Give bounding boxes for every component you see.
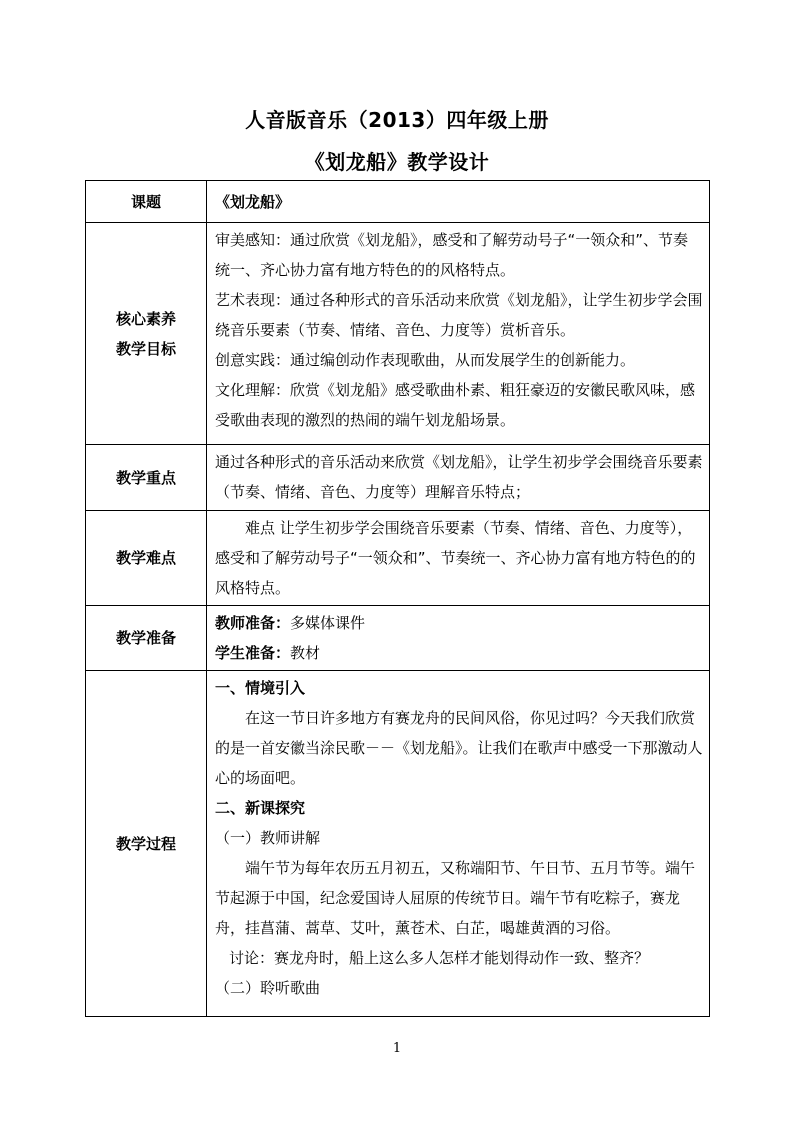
difficulties-text: 难点 让学生初步学会围绕音乐要素（节奏、情绪、音色、力度等），感受和了解劳动号子“一领众和”、节奏统一、齐心协力富有地方特色的的风格特点。 bbox=[207, 511, 710, 606]
key-points-text: 通过各种形式的音乐活动来欣赏《划龙船》，让学生初步学会围绕音乐要素（节奏、情绪、音色、力度等）理解音乐特点； bbox=[207, 445, 710, 511]
table-row-topic bbox=[86, 181, 710, 223]
section1-text: 在这一节日许多地方有赛龙舟的民间风俗，你见过吗？今天我们欣赏的是一首安徽当涂民歌－－《划龙船》。让我们在歌声中感受一下那激动人心的场面吧。 bbox=[215, 709, 703, 787]
teacher-prep bbox=[215, 608, 703, 638]
topic-label: 课题 bbox=[86, 181, 207, 223]
student-prep-label: 学生准备： bbox=[215, 644, 291, 662]
teacher-prep-label: 教师准备： bbox=[215, 614, 291, 632]
lesson-plan-table bbox=[85, 180, 710, 1017]
sub1-heading: （一）教师讲解 bbox=[215, 829, 321, 847]
table-row-difficulties bbox=[86, 511, 710, 606]
page-number: 1 bbox=[392, 1041, 402, 1056]
discussion-text: 讨论：赛龙舟时，船上这么多人怎样才能划得动作一致、整齐？ bbox=[229, 949, 650, 967]
teacher-prep-value: 多媒体课件 bbox=[290, 614, 366, 632]
table-row-key-points bbox=[86, 445, 710, 511]
section2-heading: 二、新课探究 bbox=[215, 799, 306, 817]
goals-label-line1: 核心素养 bbox=[115, 309, 176, 328]
preparation-label: 教学准备 bbox=[86, 606, 207, 671]
process-content bbox=[207, 671, 710, 1017]
sub2-heading: （二）聆听歌曲 bbox=[215, 979, 321, 997]
sub1-text: 端午节为每年农历五月初五，又称端阳节、午日节、五月节等。端午节起源于中国，纪念爱国诗人屈原的传统节日。端午节有吃粽子，赛龙舟，挂菖蒲、蒿草、艾叶，薰苍术、白芷，喝雄黄酒的习俗。 bbox=[215, 859, 696, 937]
table-row-preparation bbox=[86, 606, 710, 671]
topic-value: 《划龙船》 bbox=[207, 181, 710, 223]
document-subtitle: 《划龙船》教学设计 bbox=[304, 150, 490, 174]
table-row-process bbox=[86, 671, 710, 1017]
table-row-goals bbox=[86, 223, 710, 445]
goal-expression: 艺术表现：通过各种形式的音乐活动来欣赏《划龙船》，让学生初步学会围绕音乐要素（节奏、情绪、音色、力度等）赏析音乐。 bbox=[215, 291, 703, 339]
student-prep-value: 教材 bbox=[290, 644, 321, 662]
goal-creative: 创意实践：通过编创动作表现歌曲，从而发展学生的创新能力。 bbox=[215, 351, 636, 369]
goal-aesthetic: 审美感知：通过欣赏《划龙船》，感受和了解劳动号子“一领众和”、节奏统一、齐心协力富有地方特色的的风格特点。 bbox=[215, 231, 689, 279]
goal-culture: 文化理解：欣赏《划龙船》感受歌曲朴素、粗狂豪迈的安徽民歌风味，感受歌曲表现的激烈的热闹的端午划龙船场景。 bbox=[215, 381, 696, 429]
difficulties-label: 教学难点 bbox=[86, 511, 207, 606]
process-label: 教学过程 bbox=[86, 671, 207, 1017]
preparation-content bbox=[207, 606, 710, 671]
section1-heading: 一、情境引入 bbox=[215, 679, 306, 697]
student-prep bbox=[215, 638, 703, 668]
goals-content bbox=[207, 223, 710, 445]
key-points-label: 教学重点 bbox=[86, 445, 207, 511]
document-title: 人音版音乐（2013）四年级上册 bbox=[245, 108, 549, 132]
goals-label bbox=[86, 223, 207, 445]
goals-label-line2: 教学目标 bbox=[115, 339, 176, 358]
